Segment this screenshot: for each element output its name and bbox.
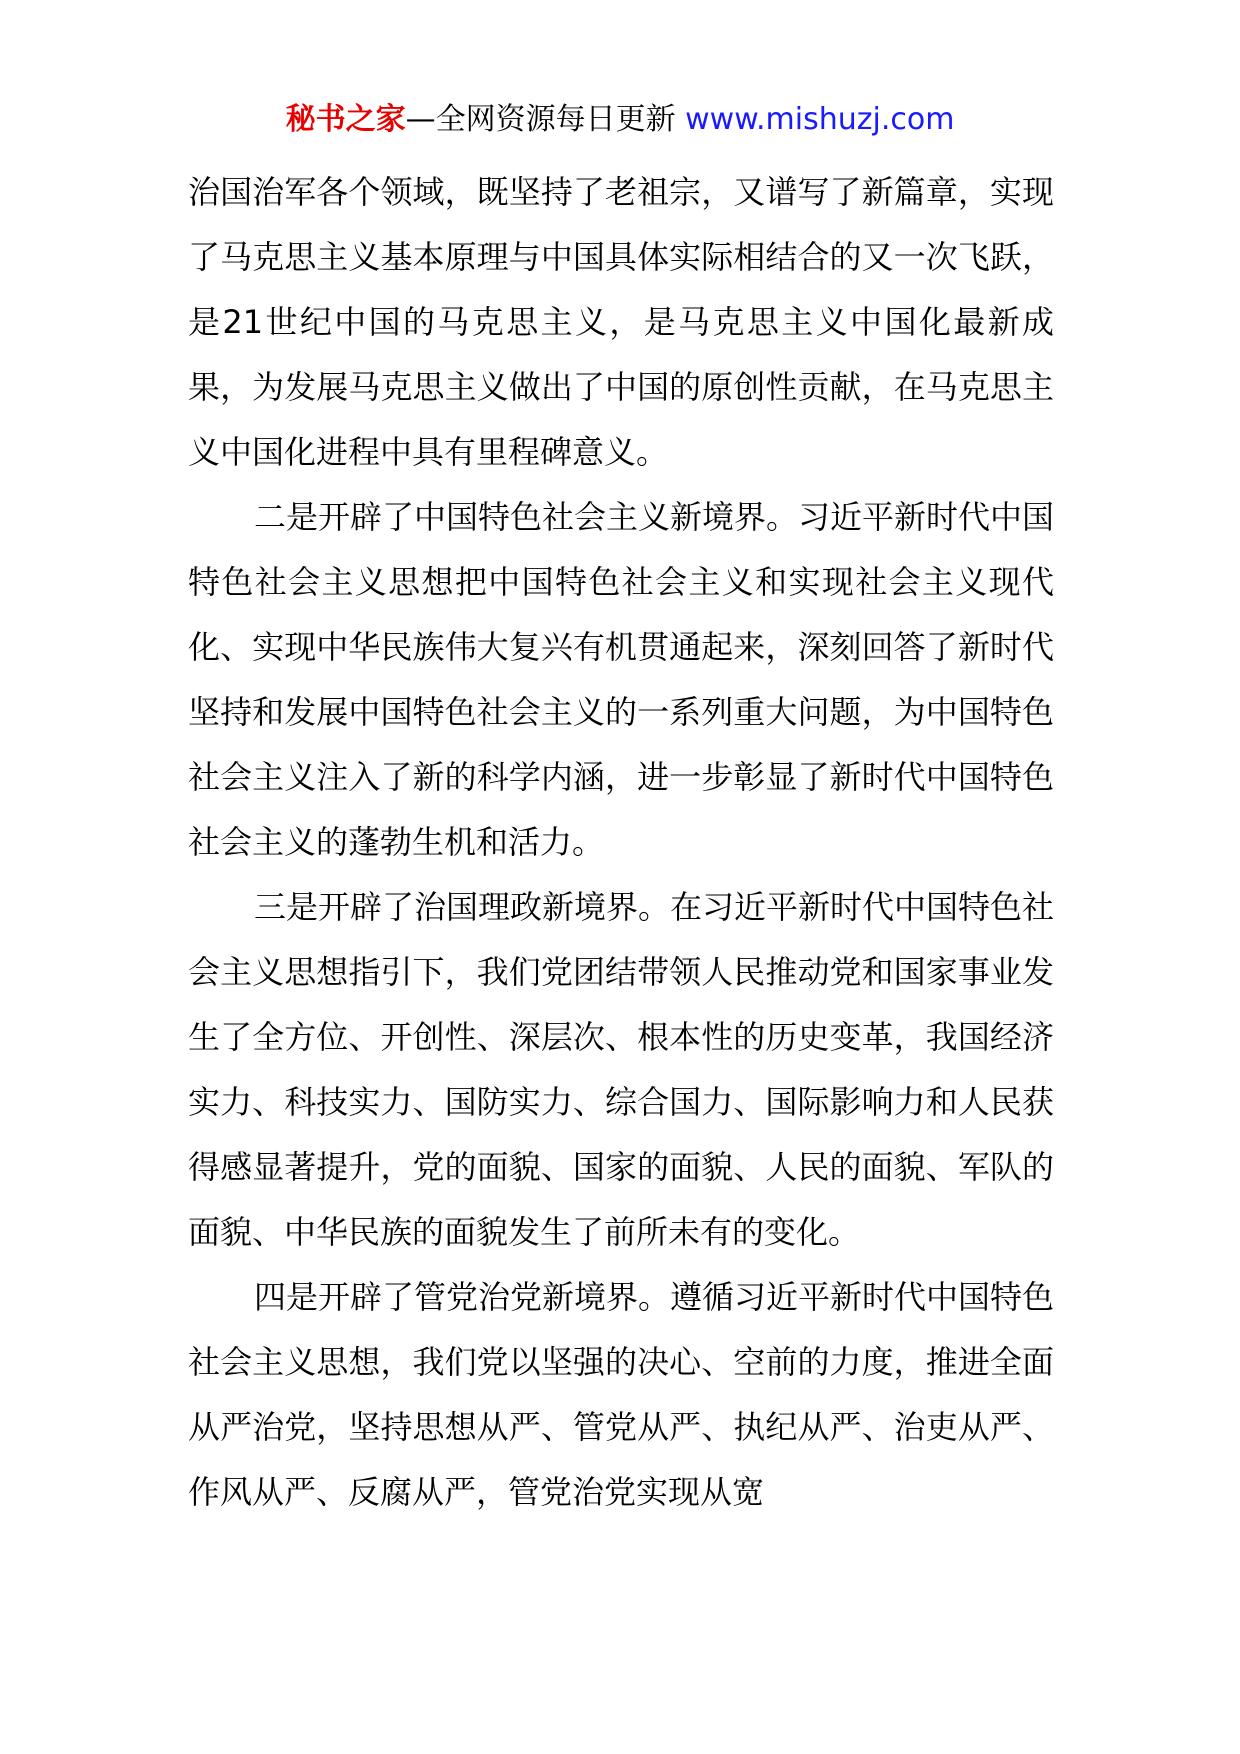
site-url-link[interactable]: www.mishuzj.com bbox=[685, 102, 955, 137]
paragraph-point-four: 四是开辟了管党治党新境界。遵循习近平新时代中国特色社会主义思想，我们党以坚强的决心、空前的力度，推进全面从严治党，坚持思想从严、管党从严、执纪从严、治吏从严、作风从严、反腐从严，管党治党实现从宽 bbox=[188, 1278, 1055, 1511]
paragraph-point-two: 二是开辟了中国特色社会主义新境界。习近平新时代中国特色社会主义思想把中国特色社会主义和实现社会主义现代化、实现中华民族伟大复兴有机贯通起来，深刻回答了新时代坚持和发展中国特色社会主义的一系列重大问题，为中国特色社会主义注入了新的科学内涵，进一步彰显了新时代中国特色社会主义的蓬勃生机和活力。 bbox=[188, 498, 1055, 861]
brand-name: 秘书之家 bbox=[285, 102, 406, 137]
page-header bbox=[0, 100, 1240, 140]
paragraph-point-three: 三是开辟了治国理政新境界。在习近平新时代中国特色社会主义思想指引下，我们党团结带领人民推动党和国家事业发生了全方位、开创性、深层次、根本性的历史变革，我国经济实力、科技实力、国防实力、综合国力、国际影响力和人民获得感显著提升，党的面貌、国家的面貌、人民的面貌、军队的面貌、中华民族的面貌发生了前所未有的变化。 bbox=[188, 888, 1055, 1251]
paragraph-continuation: 治国治军各个领域，既坚持了老祖宗，又谱写了新篇章，实现了马克思主义基本原理与中国具体实际相结合的又一次飞跃，是21世纪中国的马克思主义，是马克思主义中国化最新成果，为发展马克思主义做出了中国的原创性贡献，在马克思主义中国化进程中具有里程碑意义。 bbox=[188, 173, 1054, 471]
header-tagline: —全网资源每日更新 bbox=[405, 102, 676, 137]
document-body bbox=[188, 160, 1054, 1525]
